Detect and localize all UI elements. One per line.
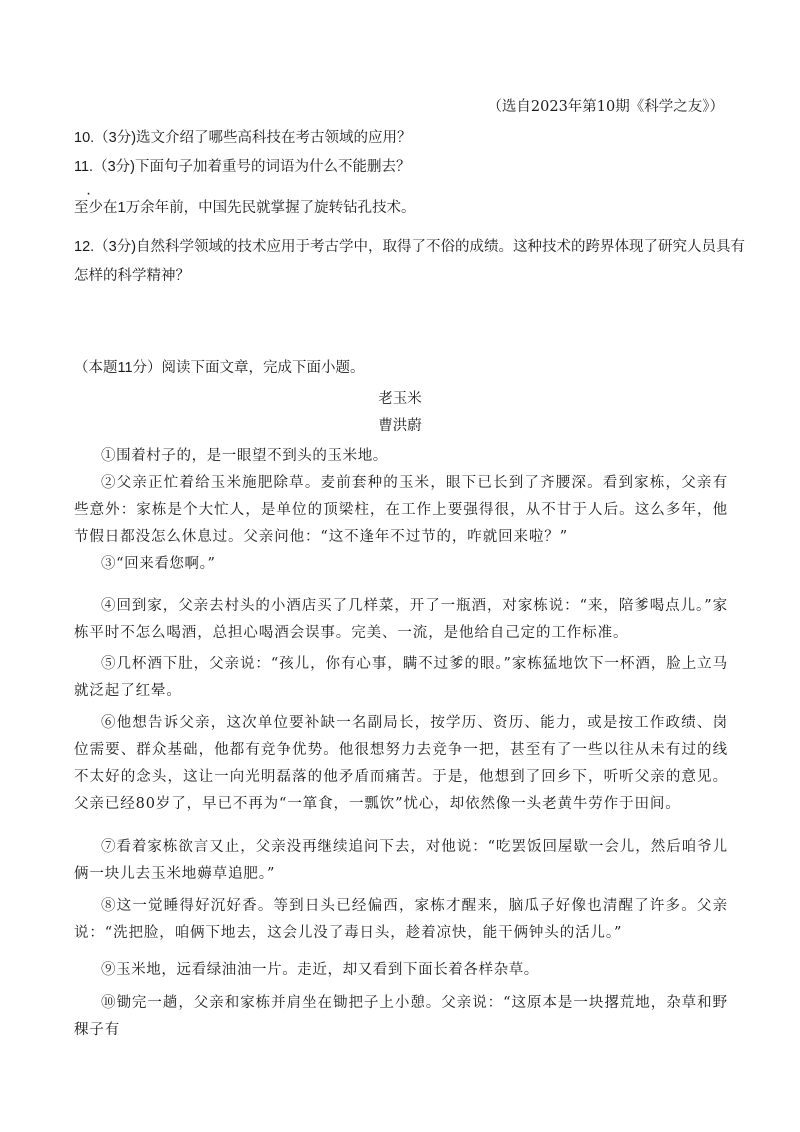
paragraph-10: ⑩锄完一趟，父亲和家栋并肩坐在锄把子上小憩。父亲说：“这原本是一块撂荒地，杂草和野稞子有 <box>74 995 728 1038</box>
question-11: 11.（3分)下面句子加着重号的词语为什么不能删去？ <box>74 159 411 175</box>
emphasized-word: 至少 <box>74 200 103 216</box>
paragraph-9: ⑨玉米地，远看绿油油一片。走近，却又看到下面长着各样杂草。 <box>101 962 539 978</box>
question-11-sentence-rest: 在1万余年前，中国先民就掌握了旋转钻孔技术。 <box>103 200 416 216</box>
paragraph-7: ⑦看着家栋欲言又止，父亲没再继续追问下去，对他说：“吃罢饭回屋歇一会儿，然后咱爷儿俩一块儿去玉米地薅草追肥。” <box>74 839 728 882</box>
paragraph-3: ③“回来看您啊。” <box>101 556 216 572</box>
paragraph-8: ⑧这一觉睡得好沉好香。等到日头已经偏西，家栋才醒来，脑瓜子好像也清醒了许多。父亲说：“洗把脸，咱俩下地去，这会儿没了毒日头，趁着凉快，能干俩钟头的活儿。” <box>74 898 728 941</box>
paragraph-1: ①围着村子的，是一眼望不到头的玉米地。 <box>101 448 388 464</box>
question-12-line-1: 12.（3分)自然科学领域的技术应用于考古学中，取得了不俗的成绩。这种技术的跨界体现了研究人员具有 <box>74 239 746 255</box>
question-10: 10.（3分)选文介绍了哪些高科技在考古领域的应用？ <box>74 130 412 146</box>
paragraph-2: ②父亲正忙着给玉米施肥除草。麦前套种的玉米，眼下已长到了齐腰深。看到家栋，父亲有些意外：家栋是个大忙人，是单位的顶梁柱，在工作上要强得很，从不甘于人后。这么多年，他节假日都没怎么休息过。父亲问他：“这不逢年不过节的，咋就回来啦？” <box>74 475 728 545</box>
source-citation: （选自2023年第10期《科学之友》） <box>487 99 724 115</box>
question-12-line-2: 怎样的科学精神？ <box>74 268 190 284</box>
article-author: 曹洪蔚 <box>378 418 422 434</box>
article-title: 老玉米 <box>378 391 422 407</box>
paragraph-5: ⑤几杯酒下肚，父亲说：“孩儿，你有心事，瞒不过爹的眼。”家栋猛地饮下一杯酒，脸上立马就泛起了红晕。 <box>74 656 728 699</box>
paragraph-6: ⑥他想告诉父亲，这次单位要补缺一名副局长，按学历、资历、能力，或是按工作政绩、岗位需要、群众基础，他都有竞争优势。他很想努力去竞争一把，甚至有了一些以往从未有过的线不太好的念头，这让一向光明磊落的他矛盾而痛苦。于是，他想到了回乡下，听听父亲的意见。父亲已经80岁了，早已不再为“一箪食，一瓢饮”忧心，却依然像一头老黄牛劳作于田间。 <box>74 715 728 812</box>
question-11-sentence <box>74 198 726 218</box>
paragraph-4: ④回到家，父亲去村头的小酒店买了几样菜，开了一瓶酒，对家栋说：“来，陪爹喝点儿。”家栋平时不怎么喝酒，总担心喝酒会误事。完美、一流，是他给自己定的工作标准。 <box>74 598 728 641</box>
section-intro: （本题11分）阅读下面文章，完成下面小题。 <box>74 360 365 376</box>
